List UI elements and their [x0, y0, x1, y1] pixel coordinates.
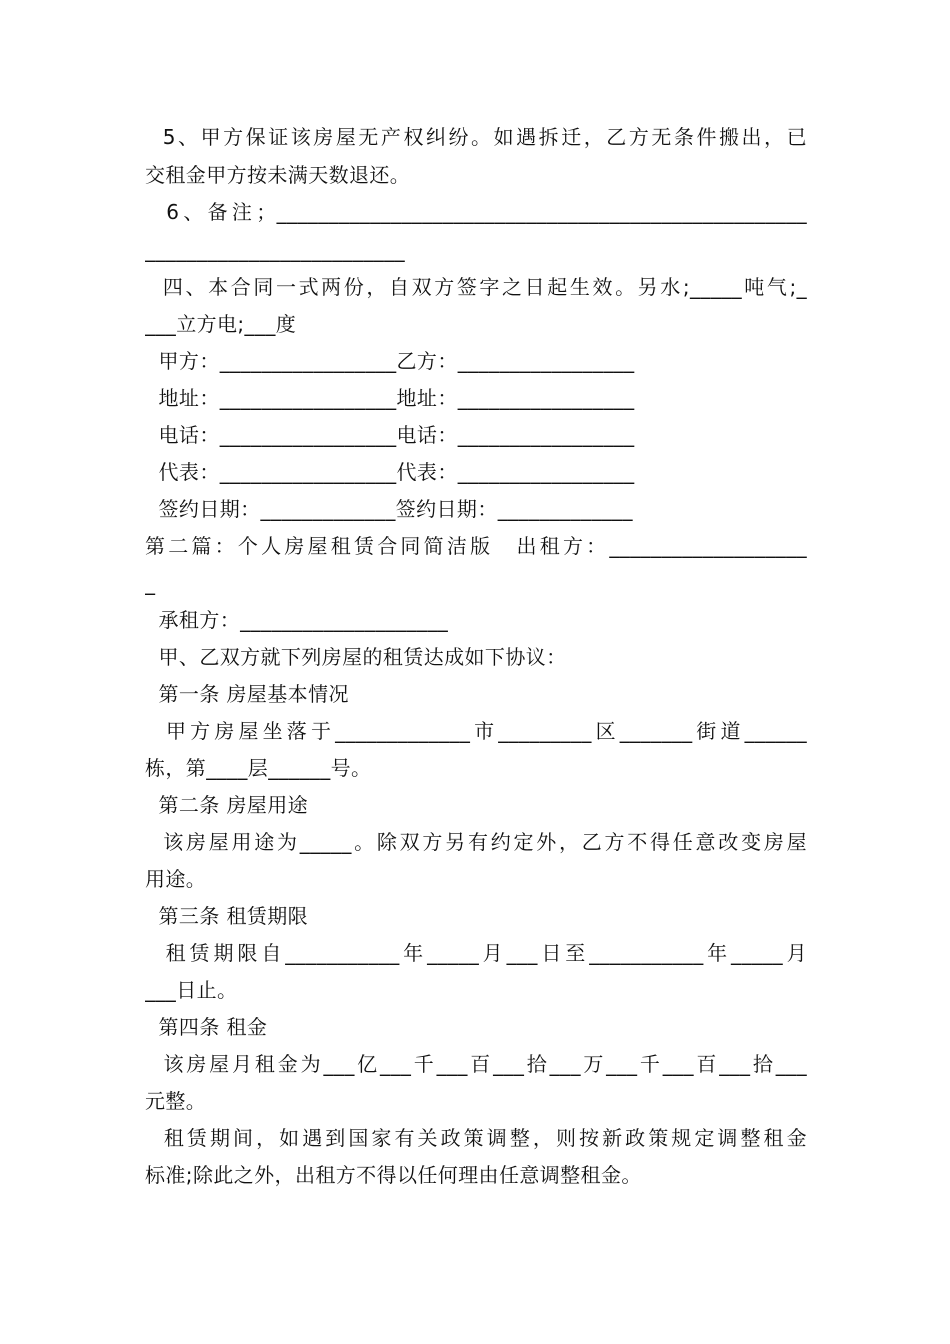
text-line: 第三条 租赁期限 [145, 904, 309, 928]
text-line: 元整。 [145, 1089, 207, 1113]
text-line: 该房屋月租金为___亿___千___百___拾___万___千___百___拾___ [145, 1052, 807, 1076]
text-line: _ [145, 571, 156, 595]
text-line: 甲、乙双方就下列房屋的租赁达成如下协议： [145, 645, 567, 669]
text-line: 第二篇：个人房屋租赁合同简洁版 出租方：___________________ [145, 534, 807, 558]
text-line: 交租金甲方按未满天数退还。 [145, 163, 411, 187]
text-line: 5、甲方保证该房屋无产权纠纷。如遇拆迁，乙方无条件搬出，已 [145, 125, 807, 149]
text-line: 地址：_________________地址：_________________ [145, 386, 635, 410]
text-line: 栋，第____层______号。 [145, 756, 372, 780]
text-line: 该房屋用途为_____。除双方另有约定外，乙方不得任意改变房屋 [145, 830, 807, 854]
text-line: 第二条 房屋用途 [145, 793, 309, 817]
text-line: 电话：_________________电话：_________________ [145, 423, 635, 447]
text-line: 第四条 租金 [145, 1015, 268, 1039]
text-line: 租赁期间，如遇到国家有关政策调整，则按新政策规定调整租金 [145, 1126, 807, 1150]
text-line: 6、备注；___________________________________________________ [145, 200, 807, 224]
text-line: ___立方电;___度 [145, 312, 297, 336]
text-line: 第一条 房屋基本情况 [145, 682, 349, 706]
text-line: 甲方房屋坐落于_____________市_________区_______街道______ [145, 719, 807, 743]
text-line: 用途。 [145, 867, 207, 891]
text-line: _________________________ [145, 238, 405, 262]
text-line: 租赁期限自___________年_____月___日至___________年_____月 [145, 941, 807, 965]
text-line: 代表：_________________代表：_________________ [145, 460, 635, 484]
text-line: 签约日期：_____________签约日期：_____________ [145, 497, 633, 521]
text-line: 甲方：_________________乙方：_________________ [145, 349, 635, 373]
text-line: 承租方：____________________ [145, 608, 449, 632]
text-line: ___日止。 [145, 978, 238, 1002]
text-line: 四、本合同一式两份，自双方签字之日起生效。另水;_____吨气;_ [145, 275, 807, 299]
text-line: 标准;除此之外，出租方不得以任何理由任意调整租金。 [145, 1163, 642, 1187]
